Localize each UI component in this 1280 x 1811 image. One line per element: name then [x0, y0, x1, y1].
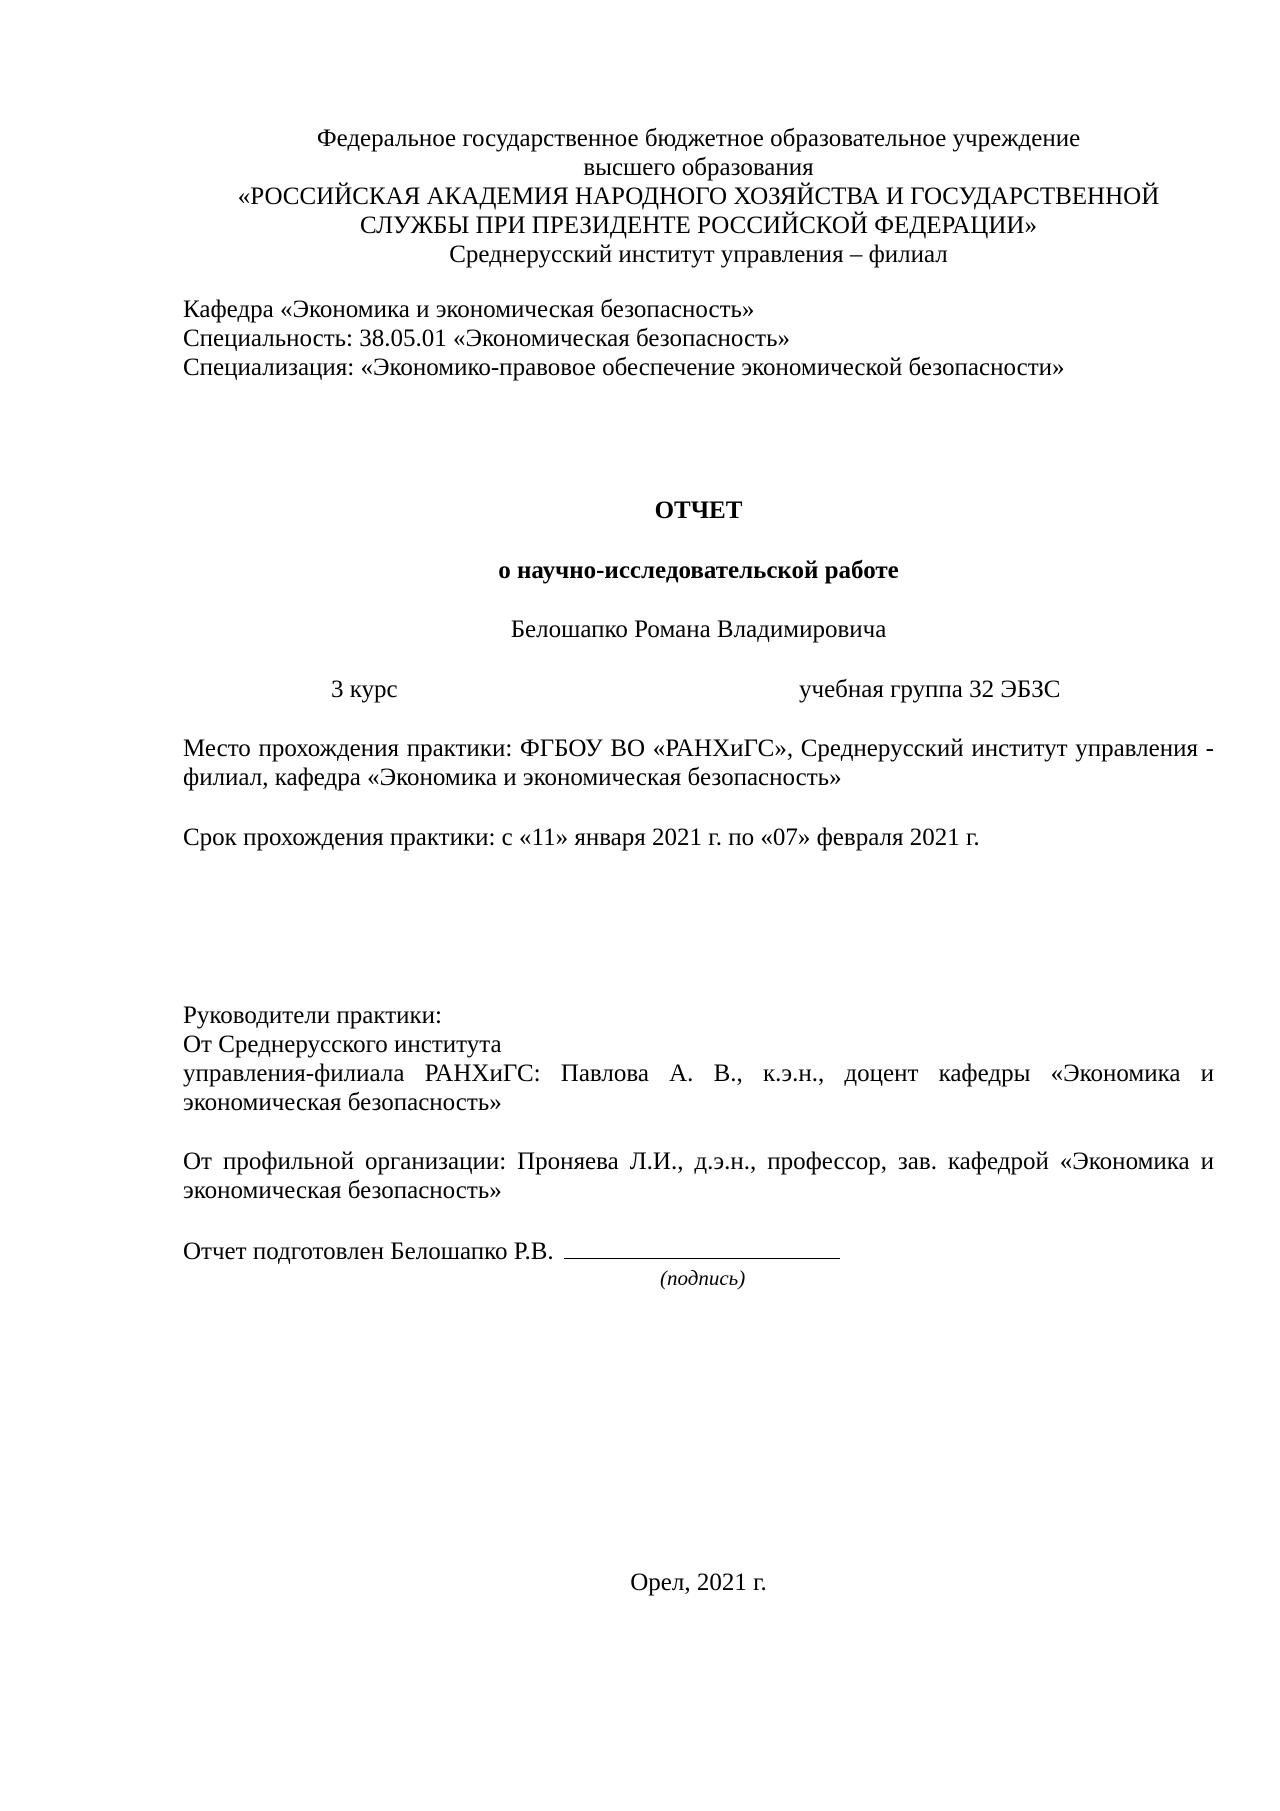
signature-caption: (подпись) [660, 1266, 746, 1290]
department-info [183, 295, 1214, 382]
supervisors-heading: Руководители практики: [183, 1002, 442, 1029]
header-line-5: Среднерусский институт управления – филиал [449, 241, 948, 268]
prepared-by-line [183, 1236, 1214, 1266]
practice-period: Срок прохождения практики: с «11» января 2021 г. по «07» февраля 2021 г. [183, 824, 980, 851]
report-subtitle: о научно-исследовательской работе [498, 557, 899, 584]
course-label: 3 курс [331, 676, 398, 703]
chair-line: Кафедра «Экономика и экономическая безопасность» [183, 296, 755, 323]
institution-header [183, 124, 1214, 269]
student-name: Белошапко Романа Владимировича [510, 616, 887, 643]
supervisor-university-line1: От Среднерусского института [183, 1031, 502, 1058]
header-line-1: Федеральное государственное бюджетное образовательное учреждение [316, 125, 1081, 152]
header-line-3: «РОССИЙСКАЯ АКАДЕМИЯ НАРОДНОГО ХОЗЯЙСТВА И ГОСУДАРСТВЕННОЙ [237, 183, 1160, 210]
group-label: учебная группа 32 ЭБЗС [799, 676, 1061, 703]
specialty-line: Специальность: 38.05.01 «Экономическая безопасность» [183, 325, 790, 352]
practice-place: Место прохождения практики: ФГБОУ ВО «РАНХиГС», Среднерусский институт управления - филиал, кафедра «Экономика и экономическая безопасность» [183, 735, 1214, 791]
city-year-footer: Орел, 2021 г. [630, 1569, 767, 1596]
prepared-by-text: Отчет подготовлен Белошапко Р.В. [183, 1238, 554, 1265]
course-group-row [183, 675, 1214, 704]
supervisors-heading-block [183, 1001, 1214, 1059]
supervisor-organization: От профильной организации: Проняева Л.И., д.э.н., профессор, зав. кафедрой «Экономика и экономическая безопасность» [183, 1148, 1214, 1204]
header-line-4: СЛУЖБЫ ПРИ ПРЕЗИДЕНТЕ РОССИЙСКОЙ ФЕДЕРАЦИИ» [360, 212, 1037, 239]
specialization-line: Специализация: «Экономико-правовое обеспечение экономической безопасности» [183, 354, 1065, 381]
report-title: ОТЧЕТ [654, 497, 743, 524]
header-line-2: высшего образования [583, 154, 814, 181]
supervisor-university: управления-филиала РАНХиГС: Павлова А. В., к.э.н., доцент кафедры «Экономика и экономическая безопасность» [183, 1060, 1214, 1116]
signature-line [564, 1236, 840, 1259]
